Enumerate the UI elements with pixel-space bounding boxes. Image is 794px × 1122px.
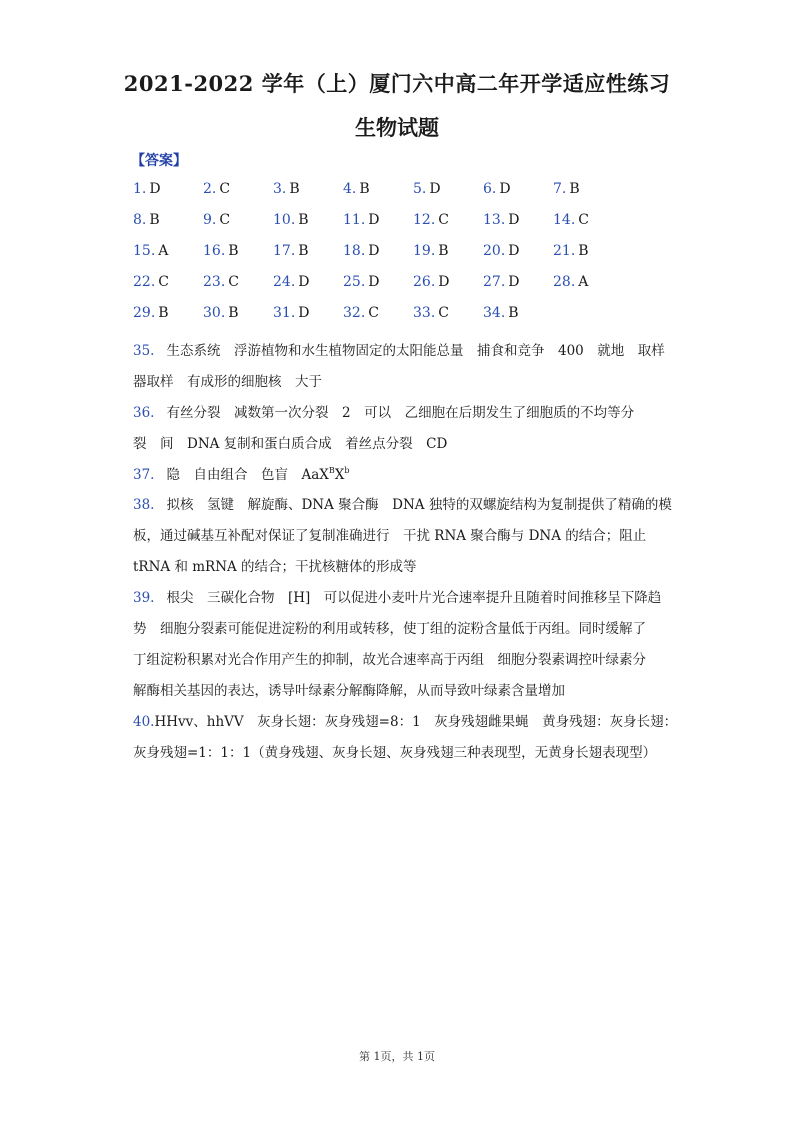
question-number: 21. (553, 243, 576, 259)
question-number: 24. (273, 274, 296, 290)
answer-letter: D (508, 274, 520, 290)
question-number: 17. (273, 243, 296, 259)
choice-answer (413, 181, 441, 197)
answer-letter: B (228, 305, 239, 321)
question-number: 27. (483, 274, 506, 290)
answer-text: 势 细胞分裂素可能促进淀粉的利用或转移，使丁组的淀粉含量低于丙组。同时缓解了 (133, 621, 646, 637)
choice-answer (203, 243, 239, 259)
choice-answer (273, 274, 310, 290)
answer-heading: 【答案】 (131, 153, 187, 169)
answer-letter: C (228, 274, 239, 290)
answer-text: 隐 自由组合 色盲 AaX (166, 467, 329, 483)
answer-letter: A (578, 274, 589, 290)
choice-answer (483, 305, 519, 321)
answer-letter: C (219, 212, 231, 228)
question-number: 10. (273, 212, 296, 228)
question-number: 35. (133, 343, 155, 359)
document-subtitle: 生物试题 (355, 115, 439, 140)
choice-answer (133, 243, 168, 259)
question-number: 34. (483, 305, 506, 321)
answer-letter: C (158, 274, 169, 290)
choice-answer (483, 243, 520, 259)
answer-40 (133, 707, 678, 769)
answer-letter: B (149, 212, 160, 228)
choice-answer (133, 305, 169, 321)
choice-answer (203, 181, 230, 197)
question-number: 38. (133, 497, 155, 513)
answer-letter: D (368, 212, 380, 228)
answer-letter: B (298, 243, 309, 259)
choice-answer (133, 181, 161, 197)
answer-text: 拟核 氢键 解旋酶、DNA 聚合酶 DNA 独特的双螺旋结构为复制提供了精确的模 (166, 497, 672, 513)
choice-answer (273, 305, 310, 321)
choice-answer (203, 305, 239, 321)
question-number: 20. (483, 243, 506, 259)
question-number: 13. (483, 212, 506, 228)
answer-38 (133, 490, 672, 583)
choice-answer (203, 212, 230, 228)
question-number: 4. (343, 181, 357, 197)
answer-39 (133, 583, 665, 707)
question-number: 7. (553, 181, 567, 197)
page-footer: 第 1页，共 1页 (359, 1050, 435, 1063)
answer-text: 根尖 三碳化合物 [H] 可以促进小麦叶片光合速率提升且随着时间推移呈下降趋 (166, 590, 662, 606)
answer-letter: B (508, 305, 519, 321)
answer-36 (133, 398, 665, 460)
question-number: 19. (413, 243, 436, 259)
choice-answer (133, 274, 169, 290)
answer-text: 灰身残翅=1：1：1（黄身残翅、灰身长翅、灰身残翅三种表现型，无黄身长翅表现型） (133, 745, 657, 761)
question-number: 6. (483, 181, 497, 197)
question-number: 28. (553, 274, 576, 290)
answer-letter: B (569, 181, 580, 197)
question-number: 11. (343, 212, 366, 228)
answer-text: 生态系统 浮游植物和水生植物固定的太阳能总量 捕食和竞争 400 就地 取样 (166, 343, 665, 359)
answer-letter: B (158, 305, 169, 321)
question-number: 23. (203, 274, 226, 290)
answer-text: HHvv、hhVV 灰身长翅：灰身残翅=8：1 灰身残翅雌果蝇 黄身残翅：灰身长翅： (154, 714, 678, 730)
question-number: 2. (203, 181, 217, 197)
choice-answer (343, 305, 379, 321)
question-number: 30. (203, 305, 226, 321)
answer-letter: B (438, 243, 449, 259)
question-number: 26. (413, 274, 436, 290)
answer-letter: D (368, 243, 380, 259)
answer-text: 解酶相关基因的表达，诱导叶绿素分解酶降解，从而导致叶绿素含量增加 (133, 683, 565, 699)
answer-letter: D (149, 181, 161, 197)
answer-letter: D (368, 274, 380, 290)
answer-letter: A (158, 243, 169, 259)
question-number: 18. (343, 243, 366, 259)
answer-letter: D (499, 181, 511, 197)
answer-letter: C (219, 181, 231, 197)
answer-letter: C (368, 305, 379, 321)
answer-letter: B (578, 243, 589, 259)
answer-letter: D (429, 181, 441, 197)
choice-answer (553, 181, 580, 197)
question-number: 32. (343, 305, 366, 321)
answer-letter: C (438, 305, 449, 321)
question-number: 40. (133, 714, 155, 730)
answer-letter: D (298, 274, 310, 290)
choice-answer (413, 274, 450, 290)
question-number: 15. (133, 243, 156, 259)
choice-answer (553, 274, 588, 290)
answer-letter: B (359, 181, 370, 197)
answer-letter: D (438, 274, 450, 290)
choice-answer (343, 181, 370, 197)
choice-answer (413, 243, 449, 259)
choice-answer (483, 181, 511, 197)
answer-letter: D (298, 305, 310, 321)
choice-answer (273, 181, 300, 197)
question-number: 39. (133, 590, 155, 606)
choice-answer (343, 243, 380, 259)
answer-letter: B (289, 181, 300, 197)
choice-answer (343, 212, 380, 228)
answer-letter: C (578, 212, 589, 228)
superscript: B (328, 466, 335, 475)
choice-answer (343, 274, 380, 290)
answer-text: 裂 间 DNA 复制和蛋白质合成 着丝点分裂 CD (133, 436, 448, 452)
answer-text: 有丝分裂 减数第一次分裂 2 可以 乙细胞在后期发生了细胞质的不均等分 (166, 405, 635, 421)
answer-text: X (334, 467, 345, 483)
answer-text: 板，通过碱基互补配对保证了复制准确进行 干扰 RNA 聚合酶与 DNA 的结合；阻止 (133, 528, 647, 544)
choice-answer (413, 305, 449, 321)
answer-letter: B (298, 212, 309, 228)
question-number: 16. (203, 243, 226, 259)
question-number: 22. (133, 274, 156, 290)
answer-35 (133, 336, 665, 398)
answer-letter: C (438, 212, 449, 228)
answer-37 (133, 460, 665, 491)
choice-answer (133, 212, 160, 228)
question-number: 12. (413, 212, 436, 228)
answer-text: 丁组淀粉积累对光合作用产生的抑制，故光合速率高于丙组 细胞分裂素调控叶绿素分 (133, 652, 646, 668)
document-title: 2021-2022 学年（上）厦门六中高二年开学适应性练习 (123, 71, 671, 96)
choice-answer (273, 212, 309, 228)
question-number: 29. (133, 305, 156, 321)
choice-answer (553, 243, 589, 259)
answer-text: tRNA 和 mRNA 的结合；干扰核糖体的形成等 (133, 559, 417, 575)
question-number: 36. (133, 405, 155, 421)
question-number: 31. (273, 305, 296, 321)
answer-letter: D (508, 212, 520, 228)
question-number: 5. (413, 181, 427, 197)
choice-answer (203, 274, 239, 290)
answer-letter: D (508, 243, 520, 259)
answer-letter: B (228, 243, 239, 259)
question-number: 9. (203, 212, 217, 228)
choice-answer (273, 243, 309, 259)
answer-text: 器取样 有成形的细胞核 大于 (133, 374, 322, 390)
question-number: 8. (133, 212, 147, 228)
choice-answer (553, 212, 589, 228)
question-number: 14. (553, 212, 576, 228)
question-number: 37. (133, 467, 155, 483)
choice-answer (483, 274, 520, 290)
question-number: 25. (343, 274, 366, 290)
choice-answer (483, 212, 520, 228)
question-number: 1. (133, 181, 147, 197)
superscript: b (344, 466, 350, 475)
question-number: 33. (413, 305, 436, 321)
choice-answer (413, 212, 449, 228)
question-number: 3. (273, 181, 287, 197)
